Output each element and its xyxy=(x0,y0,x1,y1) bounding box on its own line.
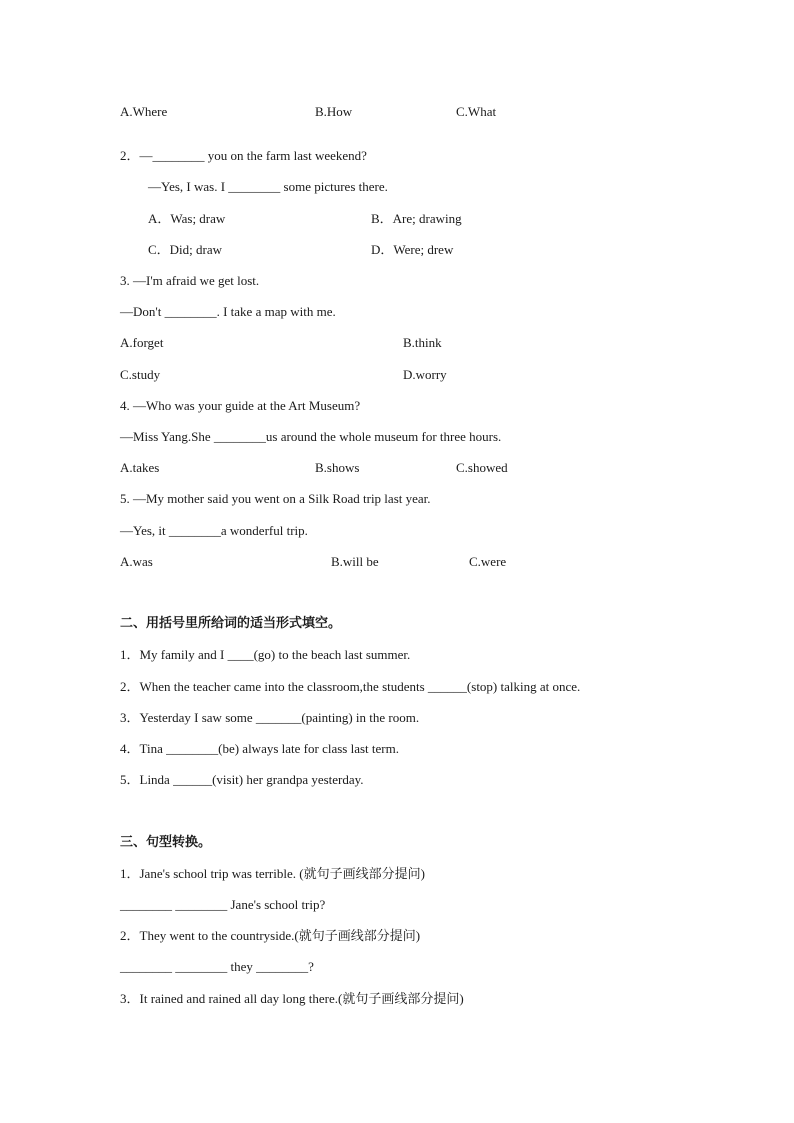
q3-answer: —Don't ________. I take a map with me. xyxy=(120,304,336,319)
q3-option-a: A.forget xyxy=(120,335,164,350)
q4-option-c: C.showed xyxy=(456,460,508,475)
q2-question: 2．—________ you on the farm last weekend? xyxy=(120,148,367,163)
q1-option-c: C.What xyxy=(456,104,497,119)
section2-item-2: 2．When the teacher came into the classroom,the students ______(stop) talking at once. xyxy=(120,679,581,694)
q2-option-d: D．Were; drew xyxy=(371,242,454,257)
q5-option-b: B.will be xyxy=(331,554,379,569)
section2-item-5: 5．Linda ______(visit) her grandpa yesterday. xyxy=(120,772,364,787)
section3-item-3: 3．It rained and rained all day long there.(就句子画线部分提问) xyxy=(120,991,464,1006)
section3-answer-2: ________ ________ they ________? xyxy=(120,959,314,974)
q3-option-b: B.think xyxy=(403,335,442,350)
q1-option-a: A.Where xyxy=(120,104,168,119)
q5-option-a: A.was xyxy=(120,554,153,569)
q2-option-c: C．Did; draw xyxy=(148,242,223,257)
section2-heading: 二、用括号里所给词的适当形式填空。 xyxy=(120,616,342,631)
section2-item-1: 1．My family and I ____(go) to the beach last summer. xyxy=(120,647,411,662)
q4-option-b: B.shows xyxy=(315,460,360,475)
q4-answer: —Miss Yang.She ________us around the whole museum for three hours. xyxy=(120,429,502,444)
q5-answer: —Yes, it ________a wonderful trip. xyxy=(120,523,308,538)
section3-heading: 三、句型转换。 xyxy=(120,835,212,850)
q2-answer: —Yes, I was. I ________ some pictures there. xyxy=(148,179,388,194)
q3-option-c: C.study xyxy=(120,367,161,382)
q3-option-d: D.worry xyxy=(403,367,447,382)
q2-option-a: A．Was; draw xyxy=(148,211,226,226)
q5-option-c: C.were xyxy=(469,554,507,569)
section2-item-4: 4．Tina ________(be) always late for class last term. xyxy=(120,741,399,756)
section3-item-1: 1．Jane's school trip was terrible. (就句子画线部分提问) xyxy=(120,866,425,881)
q2-option-b: B．Are; drawing xyxy=(371,211,462,226)
section3-answer-1: ________ ________ Jane's school trip? xyxy=(120,897,326,912)
section3-item-2: 2．They went to the countryside.(就句子画线部分提问) xyxy=(120,928,421,943)
q5-question: 5. —My mother said you went on a Silk Road trip last year. xyxy=(120,491,431,506)
q4-question: 4. —Who was your guide at the Art Museum? xyxy=(120,398,361,413)
q1-option-b: B.How xyxy=(315,104,353,119)
section2-item-3: 3．Yesterday I saw some _______(painting) in the room. xyxy=(120,710,420,725)
q3-question: 3. —I'm afraid we get lost. xyxy=(120,273,260,288)
q4-option-a: A.takes xyxy=(120,460,160,475)
